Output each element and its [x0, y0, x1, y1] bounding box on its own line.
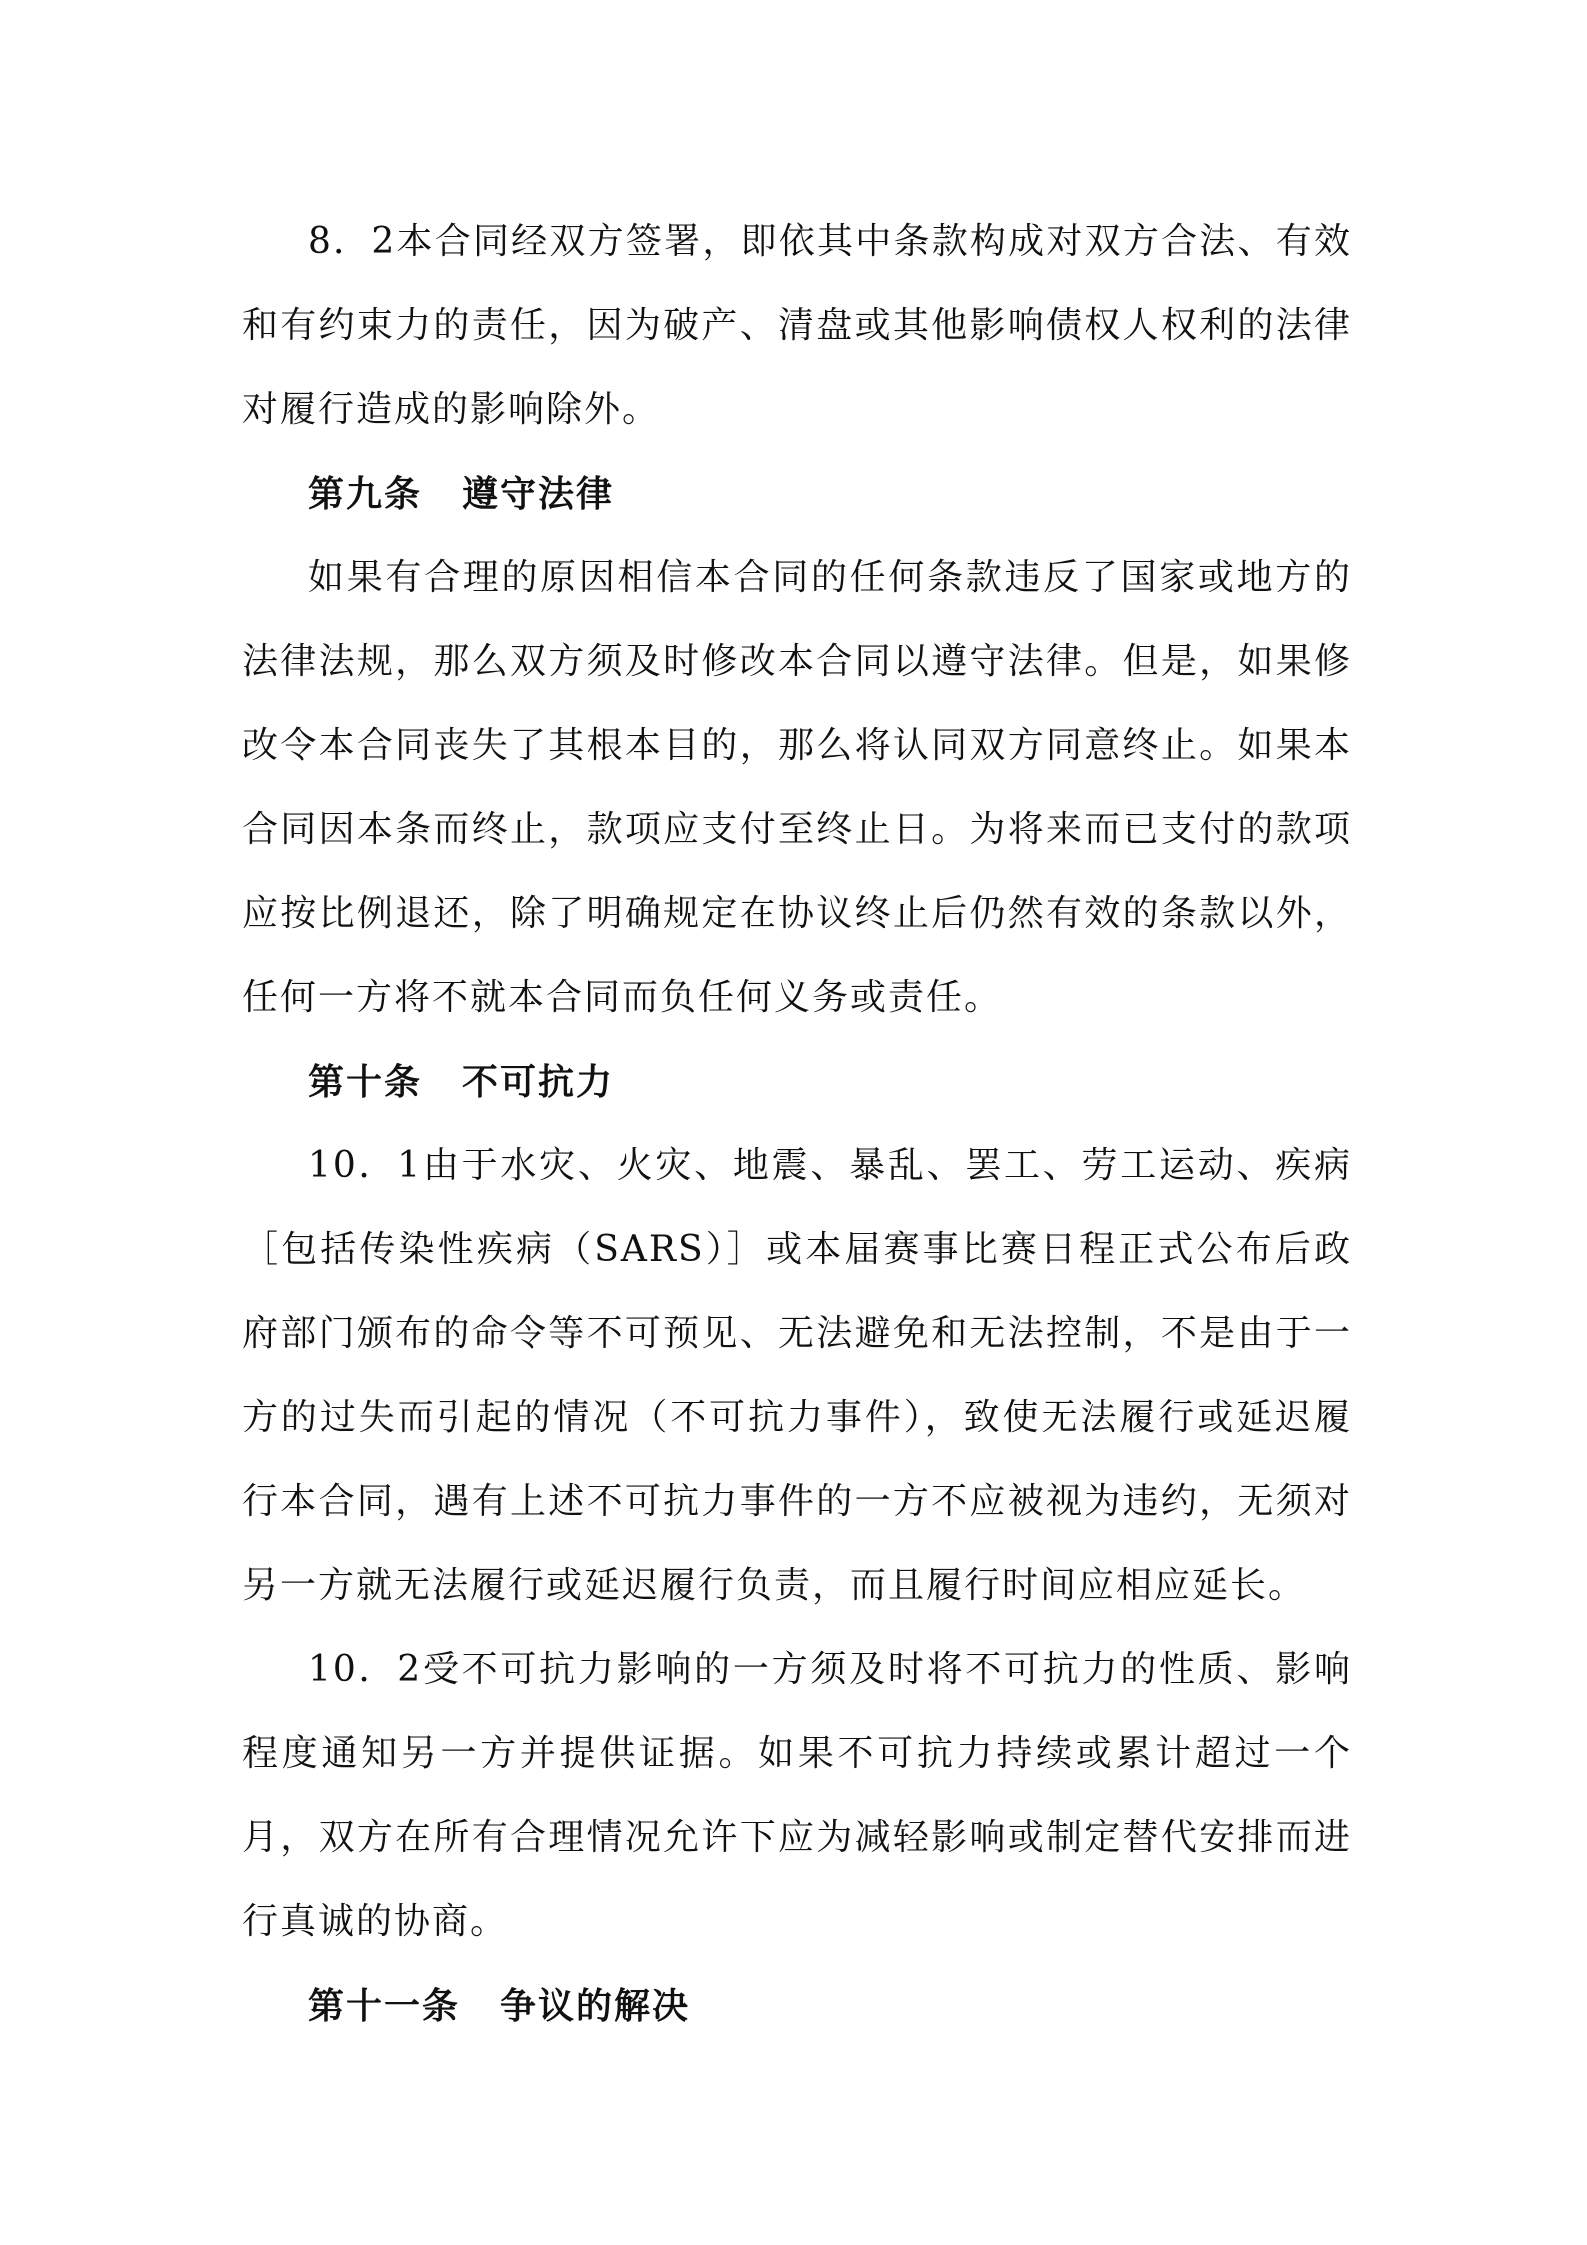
article-9-number: 第九条	[308, 473, 423, 515]
article-10-number: 第十条	[308, 1061, 423, 1103]
article-9-title: 遵守法律	[462, 473, 615, 515]
clause-10-1-paragraph: 10．1由于水灾、火灾、地震、暴乱、罢工、劳工运动、疾病［包括传染性疾病（SARS）］或本届赛事比赛日程正式公布后政府部门颁布的命令等不可预见、无法避免和无法控制，不是由于一方的过失而引起的情况（不可抗力事件），致使无法履行或延迟履行本合同，遇有上述不可抗力事件的一方不应被视为违约，无须对另一方就无法履行或延迟履行负责，而且履行时间应相应延长。	[242, 1145, 1352, 1606]
article-11-heading	[242, 1964, 1352, 2048]
document-body	[242, 200, 1352, 2048]
article-10-heading	[242, 1040, 1352, 1124]
article-9-heading	[242, 452, 1352, 536]
article-11-title: 争议的解决	[500, 1985, 691, 2027]
article-11-number: 第十一条	[308, 1985, 461, 2027]
clause-10-2-paragraph: 10．2受不可抗力影响的一方须及时将不可抗力的性质、影响程度通知另一方并提供证据。如果不可抗力持续或累计超过一个月，双方在所有合理情况允许下应为减轻影响或制定替代安排而进行真诚的协商。	[242, 1649, 1352, 1942]
article-9-paragraph: 如果有合理的原因相信本合同的任何条款违反了国家或地方的法律法规，那么双方须及时修改本合同以遵守法律。但是，如果修改令本合同丧失了其根本目的，那么将认同双方同意终止。如果本合同因本条而终止，款项应支付至终止日。为将来而已支付的款项应按比例退还，除了明确规定在协议终止后仍然有效的条款以外，任何一方将不就本合同而负任何义务或责任。	[242, 557, 1352, 1018]
article-10-title: 不可抗力	[462, 1061, 615, 1103]
clause-8-2-paragraph: 8．2本合同经双方签署，即依其中条款构成对双方合法、有效和有约束力的责任，因为破产、清盘或其他影响债权人权利的法律对履行造成的影响除外。	[242, 221, 1352, 430]
